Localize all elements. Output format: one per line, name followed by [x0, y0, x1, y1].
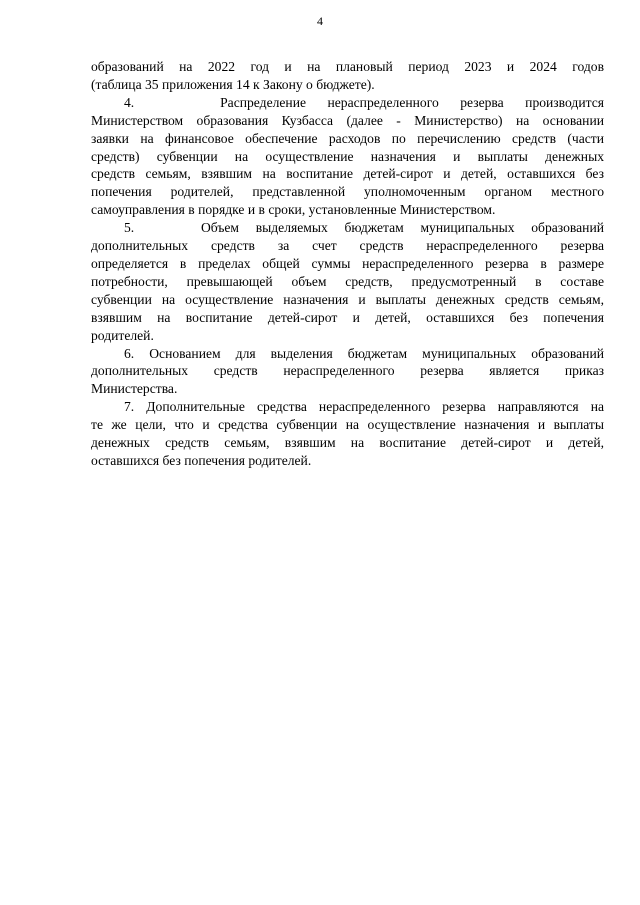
text-line: заявки на финансовое обеспечение расходов по перечислению средств (части — [91, 130, 604, 146]
text-line: попечения родителей, представленной уполномоченным органом местного — [91, 184, 604, 200]
text-line: самоуправления в порядке и в сроки, установленные Министерством. — [91, 202, 496, 218]
paragraph-item-5 — [91, 219, 604, 344]
text-line: 5. Объем выделяемых бюджетам муниципальных образований — [124, 220, 604, 236]
text-line: денежных средств семьям, взявшим на воспитание детей-сирот и детей, — [91, 435, 604, 451]
paragraph-item-4 — [91, 94, 604, 219]
text-line: 4. Распределение нераспределенного резерва производится — [124, 94, 604, 110]
text-line: Министерством образования Кузбасса (далее - Министерство) на основании — [91, 112, 604, 128]
text-line: субвенции на осуществление назначения и выплаты денежных средств семьям, — [91, 291, 604, 307]
text-line: дополнительных средств за счет средств нераспределенного резерва — [91, 238, 604, 254]
text-line: средств) субвенции на осуществление назначения и выплаты денежных — [91, 148, 604, 164]
text-line: 6. Основанием для выделения бюджетам муниципальных образований — [124, 345, 604, 361]
text-line: те же цели, что и средства субвенции на осуществление назначения и выплаты — [91, 417, 604, 433]
text-line: дополнительных средств нераспределенного резерва является приказ — [91, 363, 604, 379]
text-line: взявшим на воспитание детей-сирот и детей, оставшихся без попечения — [91, 309, 604, 325]
paragraph-continuation — [91, 58, 604, 94]
text-line: потребности, превышающей объем средств, предусмотренный в составе — [91, 273, 604, 289]
page-number: 4 — [317, 14, 323, 28]
text-line: родителей. — [91, 327, 154, 343]
text-line: образований на 2022 год и на плановый период 2023 и 2024 годов — [91, 59, 604, 74]
text-line: определяется в пределах общей суммы нераспределенного резерва в размере — [91, 255, 604, 271]
text-line: 7. Дополнительные средства нераспределенного резерва направляются на — [124, 399, 604, 415]
paragraph-item-7 — [91, 398, 604, 470]
document-body — [91, 58, 604, 470]
text-line: (таблица 35 приложения 14 к Закону о бюджете). — [91, 76, 375, 92]
text-line: Министерства. — [91, 381, 178, 397]
text-line: оставшихся без попечения родителей. — [91, 452, 312, 468]
text-line: средств семьям, взявшим на воспитание детей-сирот и детей, оставшихся без — [91, 166, 604, 182]
paragraph-item-6 — [91, 345, 604, 399]
